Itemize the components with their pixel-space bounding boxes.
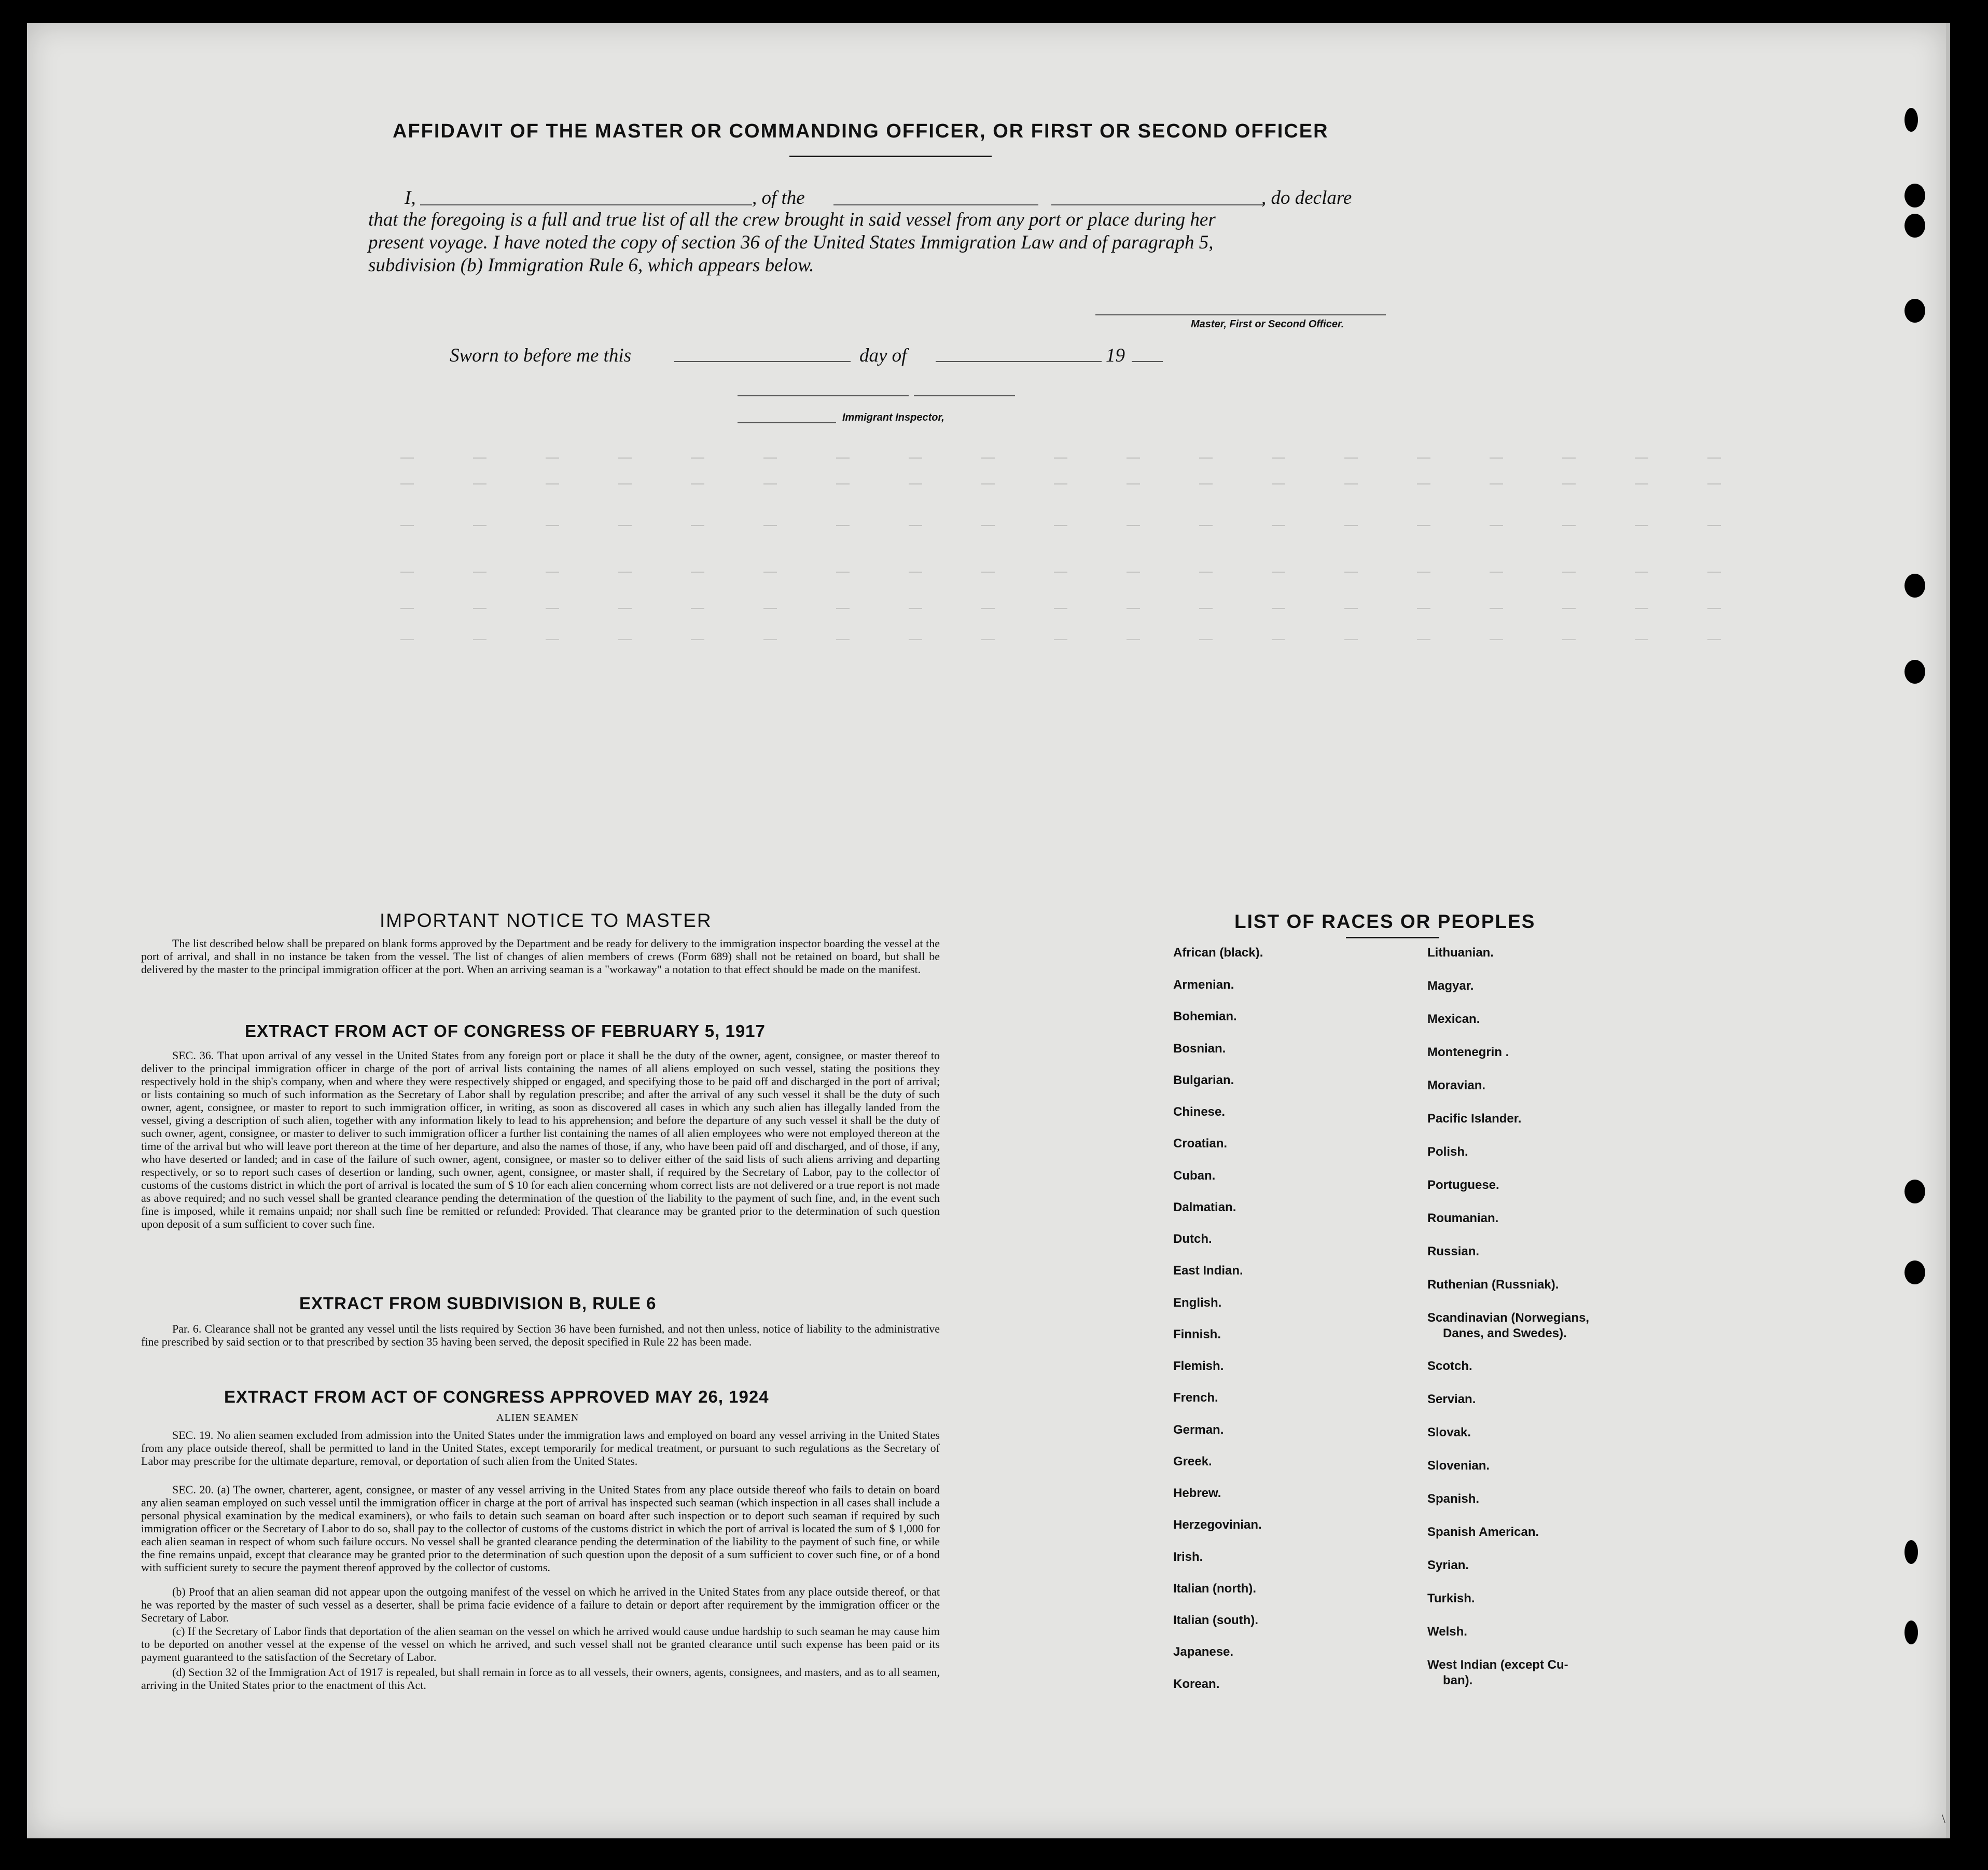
race-item: Ruthenian (Russniak).: [1427, 1278, 1559, 1292]
year-prefix: 19: [1106, 345, 1125, 366]
extract-1917-title: EXTRACT FROM ACT OF CONGRESS OF FEBRUARY 5, 1917: [245, 1021, 766, 1041]
inspector-signature-line-b[interactable]: [914, 395, 1015, 396]
showthrough-row: [400, 572, 1739, 573]
binder-hole: [1904, 1180, 1925, 1203]
race-item: Herzegovinian.: [1173, 1518, 1262, 1532]
extract-1924-sec20d: (d) Section 32 of the Immigration Act of 1917 is repealed, but shall remain in force as to all vessels, their owners, agents, consignees, and masters, and as to all seamen, arriving in the United States prior to the enactment of this Act.: [141, 1666, 940, 1692]
race-item: Dalmatian.: [1173, 1200, 1236, 1214]
race-item: Italian (north).: [1173, 1582, 1256, 1596]
race-item: Scotch.: [1427, 1359, 1472, 1373]
vessel-rank-line[interactable]: [833, 204, 1038, 205]
binder-hole: [1904, 1620, 1918, 1644]
affidavit-line-4: subdivision (b) Immigration Rule 6, which appears below.: [368, 255, 814, 276]
notice-title: IMPORTANT NOTICE TO MASTER: [380, 910, 712, 931]
page-edge: [1946, 23, 1950, 1838]
showthrough-row: [400, 525, 1739, 526]
race-item: Bulgarian.: [1173, 1073, 1234, 1087]
extract-1924-sec20c: (c) If the Secretary of Labor finds that deportation of the alien seaman on the vessel on which he arrived would cause undue hardship to such seaman he may cause him to be deported on another vessel at the expense of the vessel on which he arrived, and such vessel shall not be granted clearance until such expense has been paid or its payment guaranteed to the satisfaction of the Secretary of Labor.: [141, 1625, 940, 1664]
race-item: East Indian.: [1173, 1264, 1243, 1278]
master-signature-caption: Master, First or Second Officer.: [1191, 318, 1344, 330]
race-item: Danes, and Swedes).: [1443, 1326, 1567, 1340]
race-item: Slovak.: [1427, 1425, 1471, 1439]
race-item: Armenian.: [1173, 978, 1234, 992]
affidavit-line-2: that the foregoing is a full and true list of all the crew brought in said vessel from any port or place during her: [368, 209, 1216, 230]
declarant-prefix: I,: [405, 187, 416, 209]
race-item: German.: [1173, 1423, 1224, 1437]
inspector-signature-line-c[interactable]: [738, 422, 836, 423]
affidavit-title: AFFIDAVIT OF THE MASTER OR COMMANDING OFFICER, OR FIRST OR SECOND OFFICER: [393, 120, 1329, 142]
race-item: Slovenian.: [1427, 1459, 1490, 1473]
extract-1924-title: EXTRACT FROM ACT OF CONGRESS APPROVED MAY 26, 1924: [224, 1387, 769, 1406]
extract-rule6-text: Par. 6. Clearance shall not be granted any vessel until the lists required by Section 36 have been furnished, and not then unless, notice of liability to the administrative fine prescribed by said section or to that prescribed by section 35 having been served, the deposit specified in Rule 22 has been made.: [141, 1322, 940, 1348]
race-item: Cuban.: [1173, 1169, 1216, 1183]
race-item: Bohemian.: [1173, 1009, 1237, 1023]
notice-text: The list described below shall be prepared on blank forms approved by the Department and be ready for delivery to the immigration inspector boarding the vessel at the port of arrival, and shall in no instance be taken from the vessel. The list of changes of alien members of crews (Form 689) shall not be retained on board, but shall be delivered by the master to the principal immigration officer at the port. When an arriving seaman is a "workaway" a notation to that effect should be made on the manifest.: [141, 937, 940, 976]
showthrough-row: [400, 483, 1739, 484]
race-item: Chinese.: [1173, 1105, 1226, 1119]
race-item: Finnish.: [1173, 1327, 1221, 1341]
sworn-year-line[interactable]: [1132, 361, 1163, 362]
race-item: Moravian.: [1427, 1078, 1486, 1092]
race-item: Welsh.: [1427, 1625, 1467, 1639]
binder-hole: [1904, 660, 1925, 684]
extract-1924-sec19: SEC. 19. No alien seamen excluded from admission into the United States under the immigration laws and employed on board any vessel arriving in the United States from any place outside thereof, shall be permitted to land in the United States, except temporarily for medical treatment, or pursuant to such regulations as the Secretary of Labor may prescribe for the ultimate departure, removal, or deportation of such alien from the United States.: [141, 1429, 940, 1467]
binder-hole: [1904, 1540, 1918, 1564]
inspector-caption: Immigrant Inspector,: [842, 412, 944, 423]
binder-hole: [1904, 574, 1925, 598]
binder-hole: [1904, 214, 1925, 238]
showthrough-row: [400, 608, 1739, 609]
race-item: African (black).: [1173, 946, 1263, 960]
race-item: Portuguese.: [1427, 1178, 1499, 1192]
race-item: English.: [1173, 1296, 1222, 1310]
race-item: Servian.: [1427, 1392, 1476, 1406]
extract-1924-sec20a: SEC. 20. (a) The owner, charterer, agent, consignee, or master of any vessel arriving in the United States from any place outside thereof who fails to detain on board any alien seaman employed on such vessel until the immigration officer in charge at the port of arrival has inspected such seaman (which inspection in all cases shall include a personal physical examination by the medical examiners), or who fails to detain such seaman on board after such inspection or to deport such seaman if required by such immigration officer or the Secretary of Labor to do so, shall pay to the collector of customs of the customs district in which the port of arrival is located the sum of $ 1,000 for each alien seaman in respect of whom such failure occurs. No vessel shall be granted clearance pending the determination of the liability to the payment of such fine, or while the fine remains unpaid, except that clearance may be granted prior to the determination of such question upon the deposit of a sum sufficient to cover such fine, or of a bond with sufficient surety to secure the payment thereof approved by the collector of customs.: [141, 1483, 940, 1574]
race-item: Pacific Islander.: [1427, 1112, 1522, 1126]
race-item: ban).: [1443, 1673, 1473, 1687]
race-item: Bosnian.: [1173, 1042, 1226, 1056]
race-item: Turkish.: [1427, 1591, 1475, 1605]
races-title-rule: [1346, 937, 1439, 938]
race-item: Greek.: [1173, 1455, 1212, 1469]
race-item: Montenegrin .: [1427, 1045, 1509, 1059]
binder-hole: [1904, 299, 1925, 323]
race-item: Spanish American.: [1427, 1525, 1539, 1539]
race-item: Irish.: [1173, 1550, 1203, 1564]
showthrough-row: [400, 458, 1739, 459]
extract-1924-sec20b: (b) Proof that an alien seaman did not appear upon the outgoing manifest of the vessel on which he arrived in the United States from any place outside thereof, or that he was reported by the master of such vessel as a deserter, shall be prima facie evidence of a failure to detain or deport after requirement by the immigration officer or the Secretary of Labor.: [141, 1585, 940, 1624]
race-item: Scandinavian (Norwegians,: [1427, 1311, 1590, 1325]
race-item: Flemish.: [1173, 1359, 1224, 1373]
sworn-month-line[interactable]: [936, 361, 1102, 362]
affidavit-line-3: present voyage. I have noted the copy of section 36 of the United States Immigration Law and of paragraph 5,: [368, 232, 1214, 253]
race-item: Magyar.: [1427, 979, 1474, 993]
race-item: Japanese.: [1173, 1645, 1234, 1659]
binder-hole: [1904, 184, 1925, 207]
corner-mark: \: [1942, 1812, 1945, 1826]
binder-hole: [1904, 1260, 1925, 1284]
vessel-name-line[interactable]: [1051, 204, 1264, 205]
race-item: Croatian.: [1173, 1137, 1228, 1151]
of-the-label: , of the: [752, 187, 805, 209]
showthrough-row: [400, 639, 1739, 640]
affidavit-title-rule: [789, 156, 992, 157]
inspector-signature-line-a[interactable]: [738, 395, 909, 396]
master-signature-line[interactable]: [1095, 314, 1386, 315]
sworn-label: Sworn to before me this: [450, 345, 632, 366]
races-title: LIST OF RACES OR PEOPLES: [1234, 911, 1536, 932]
race-item: Polish.: [1427, 1145, 1468, 1159]
extract-1924-subtitle: ALIEN SEAMEN: [496, 1412, 579, 1423]
declarant-name-line[interactable]: [420, 204, 752, 205]
declare-label: , do declare: [1261, 187, 1352, 209]
document-page: [27, 23, 1946, 1838]
race-item: Russian.: [1427, 1244, 1480, 1258]
extract-1917-text: SEC. 36. That upon arrival of any vessel in the United States from any foreign port or place it shall be the duty of the owner, agent, consignee, or master thereof to deliver to the principal immigration officer in charge of the port of arrival lists containing the names of all aliens employed on such vessel, stating the positions they respectively hold in the ship's company, when and where they were respectively shipped or engaged, and specifying those to be paid off and discharged in the port of arrival; or lists containing so much of such information as the Secretary of Labor shall by regulation prescribe; and after the arrival of any such vessel it shall be the duty of such owner, agent, consignee, or master to report to such immigration officer, in writing, as soon as discovered all cases in which any such alien has illegally landed from the vessel, giving a description of such alien, together with any information likely to lead to his apprehension; and before the departure of any such vessel it shall be the duty of such owner, agent, consignee, or master to deliver to such immigration officer a further list containing the names of all alien employees who were not employed thereon at the time of the arrival but who will leave port thereon at the time of her departure, and also the names of those, if any, who have been paid off and discharged, and of those, if any, who have deserted or landed; and in case of the failure of such owner, agent, consignee, or master so to deliver either of the said lists of such aliens arriving and departing respectively, or so to report such cases of desertion or landing, such owner, agent, consignee, or master shall, if required by the Secretary of Labor, pay to the collector of customs of the customs district in which the port of arrival is located the sum of $ 10 for each alien concerning whom correct lists are not delivered or a true report is not made as above required; and no such vessel shall be granted clearance pending the determination of the question of the liability to the payment of such fine, and, in the event such fine is imposed, while it remains unpaid; nor shall such fine be remitted or refunded: Provided. That clearance may be granted prior to the determination of such question upon deposit of a sum sufficient to cover such fine.: [141, 1049, 940, 1230]
race-item: Italian (south).: [1173, 1613, 1258, 1627]
race-item: French.: [1173, 1391, 1218, 1405]
race-item: Mexican.: [1427, 1012, 1480, 1026]
race-item: Hebrew.: [1173, 1486, 1221, 1500]
race-item: Lithuanian.: [1427, 946, 1494, 960]
race-item: Spanish.: [1427, 1492, 1480, 1506]
day-of-label: day of: [859, 345, 907, 366]
race-item: Dutch.: [1173, 1232, 1212, 1246]
sworn-day-line-fill: [674, 361, 851, 362]
extract-rule6-title: EXTRACT FROM SUBDIVISION B, RULE 6: [299, 1294, 657, 1313]
race-item: Roumanian.: [1427, 1211, 1499, 1225]
race-item: Korean.: [1173, 1677, 1220, 1691]
race-item: Syrian.: [1427, 1558, 1469, 1572]
race-item: West Indian (except Cu-: [1427, 1658, 1568, 1672]
binder-hole: [1904, 108, 1918, 132]
